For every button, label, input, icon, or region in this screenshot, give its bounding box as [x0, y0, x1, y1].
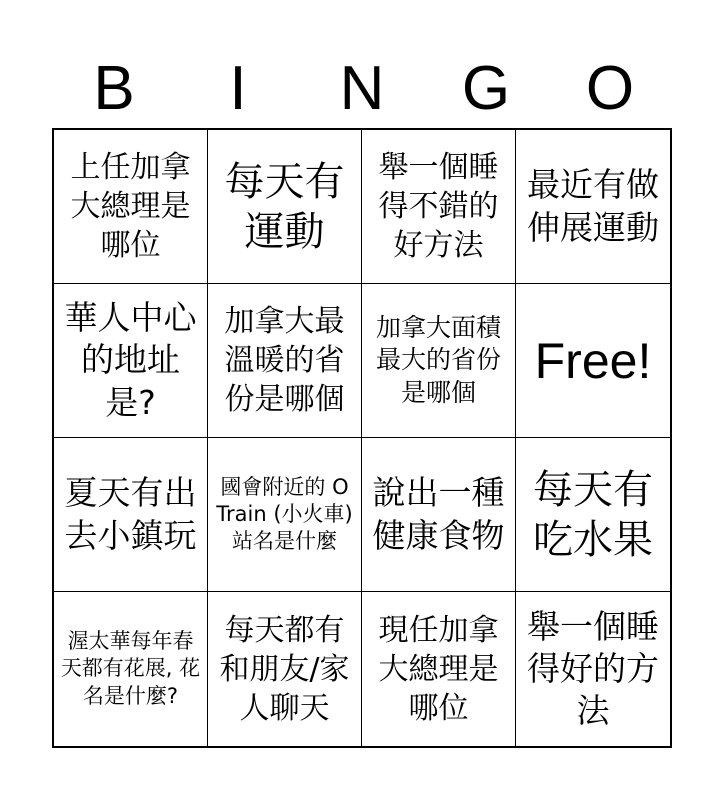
header-letter-i: I [229, 54, 247, 123]
bingo-cell-r3c2[interactable] [208, 438, 362, 592]
cell-text: 加拿大面積最大的省份是哪個 [375, 312, 501, 407]
bingo-cell-r2c1[interactable] [54, 284, 208, 438]
bingo-cell-r1c4[interactable] [516, 130, 670, 284]
cell-text: 國會附近的 O Train (小火車)站名是什麼 [216, 474, 353, 554]
cell-text: 每天有吃水果 [533, 466, 653, 563]
cell-text: 每天都有和朋友/家人聊天 [219, 612, 350, 726]
bingo-cell-r3c3[interactable] [362, 438, 516, 592]
bingo-cell-r3c4[interactable] [516, 438, 670, 592]
bingo-cell-free[interactable] [516, 284, 670, 438]
cell-text: 舉一個睡得不錯的好方法 [378, 150, 499, 263]
header-letter-b: B [93, 54, 135, 123]
bingo-cell-r1c2[interactable] [208, 130, 362, 284]
bingo-cell-r1c1[interactable] [54, 130, 208, 284]
cell-text: 加拿大最溫暖的省份是哪個 [224, 304, 345, 417]
cell-text: 說出一種健康食物 [372, 473, 505, 555]
header-letter-g: G [461, 54, 511, 123]
bingo-cell-r4c1[interactable] [54, 592, 208, 746]
bingo-cell-r4c3[interactable] [362, 592, 516, 746]
bingo-header [52, 50, 672, 128]
bingo-cell-r1c3[interactable] [362, 130, 516, 284]
cell-text: 華人中心的地址是? [64, 298, 197, 422]
cell-text: 夏天有出去小鎮玩 [64, 473, 197, 555]
bingo-cell-r3c1[interactable] [54, 438, 208, 592]
cell-text: 現任加拿大總理是哪位 [378, 612, 499, 726]
cell-text: 上任加拿大總理是哪位 [70, 150, 191, 263]
cell-text: 渥太華每年春天都有花展, 花名是什麼? [60, 629, 201, 708]
cell-text: 舉一個睡得好的方法 [527, 606, 659, 731]
bingo-board [52, 128, 672, 748]
bingo-cell-r4c2[interactable] [208, 592, 362, 746]
bingo-cell-r2c2[interactable] [208, 284, 362, 438]
bingo-cell-r4c4[interactable] [516, 592, 670, 746]
cell-text: 最近有做伸展運動 [527, 165, 659, 247]
header-letter-o: O [585, 54, 635, 123]
header-letter-n: N [339, 54, 385, 123]
bingo-cell-r2c3[interactable] [362, 284, 516, 438]
cell-text: 每天有運動 [224, 158, 345, 255]
free-space-text: Free! [534, 332, 652, 389]
